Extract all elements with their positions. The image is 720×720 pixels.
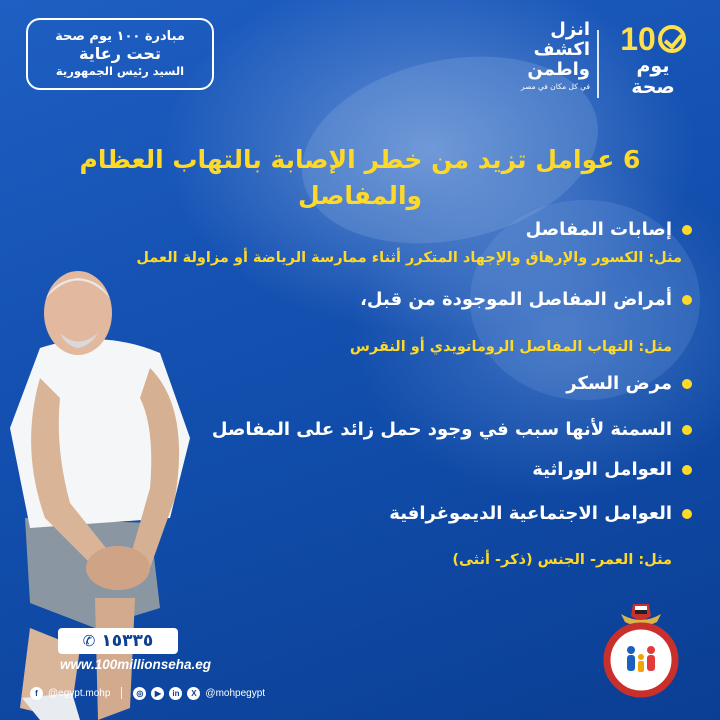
phone-icon: ✆ xyxy=(82,632,96,650)
factor-example: مثل: الكسور والإرهاق والإجهاد المتكرر أثناء ممارسة الرياضة أو مزاولة العمل xyxy=(136,250,682,266)
bullet-icon xyxy=(682,379,692,389)
factor-title: العوامل الوراثية xyxy=(532,459,672,480)
campaign-line-2: اكشف xyxy=(533,39,590,60)
youtube-icon[interactable]: ▶ xyxy=(151,687,164,700)
campaign-line-1: انزل xyxy=(550,19,590,40)
factor-title: العوامل الاجتماعية الديموغرافية xyxy=(389,503,672,524)
factor-item xyxy=(212,418,692,442)
linkedin-icon[interactable]: in xyxy=(169,687,182,700)
social-handle-right[interactable]: @mohpegypt xyxy=(205,687,266,699)
factor-title: مرض السكر xyxy=(566,373,672,394)
hotline-number: ١٥٣٣٥ xyxy=(101,631,154,651)
initiative-badge xyxy=(26,18,214,90)
factor-example: مثل: العمر- الجنس (ذكر- أنثى) xyxy=(452,552,672,568)
initiative-line-3: السيد رئيس الجمهورية xyxy=(55,64,185,78)
bullet-icon xyxy=(682,295,692,305)
initiative-line-2: تحت رعاية xyxy=(79,44,161,63)
bullet-icon xyxy=(682,225,692,235)
factor-item xyxy=(566,372,692,396)
x-icon[interactable]: X xyxy=(187,687,200,700)
website-link[interactable]: www.100millionseha.eg xyxy=(60,657,212,672)
campaign-tagline: في كل مكان في مصر xyxy=(520,82,590,91)
facebook-icon[interactable]: f xyxy=(30,687,43,700)
logo-word-1: يوم xyxy=(636,55,670,77)
bullet-icon xyxy=(682,465,692,475)
hundred-days-logo xyxy=(612,22,694,102)
campaign-slogan xyxy=(500,20,590,91)
logo-divider xyxy=(597,30,599,98)
logo-number xyxy=(620,22,686,56)
ministry-of-health-logo xyxy=(601,600,681,698)
factor-item xyxy=(526,218,692,242)
initiative-line-1: مبادرة ١٠٠ يوم صحة xyxy=(55,29,185,44)
instagram-icon[interactable]: ◎ xyxy=(133,687,146,700)
social-footer xyxy=(30,684,265,702)
bullet-icon xyxy=(682,509,692,519)
factor-item xyxy=(532,458,692,482)
campaign-line-3: واطمن xyxy=(527,59,590,80)
logo-number-text: 10 xyxy=(620,21,656,57)
factor-item xyxy=(389,502,692,526)
logo-word-2: صحة xyxy=(631,76,675,98)
bullet-icon xyxy=(682,425,692,435)
checkmark-icon xyxy=(658,25,686,53)
factor-item xyxy=(360,288,692,312)
hotline-badge[interactable] xyxy=(58,628,178,654)
factor-title: أمراض المفاصل الموجودة من قبل، xyxy=(360,289,672,310)
factor-title: السمنة لأنها سبب في وجود حمل زائد على المفاصل xyxy=(211,419,672,440)
footer-divider xyxy=(121,687,122,699)
social-handle-left[interactable]: @egypt.mohp xyxy=(48,687,111,699)
factor-example: مثل: التهاب المفاصل الروماتويدي أو النقرس xyxy=(349,339,672,355)
factor-title: إصابات المفاصل xyxy=(525,219,672,240)
headline: 6 عوامل تزيد من خطر الإصابة بالتهاب العظام والمفاصل xyxy=(79,145,641,210)
